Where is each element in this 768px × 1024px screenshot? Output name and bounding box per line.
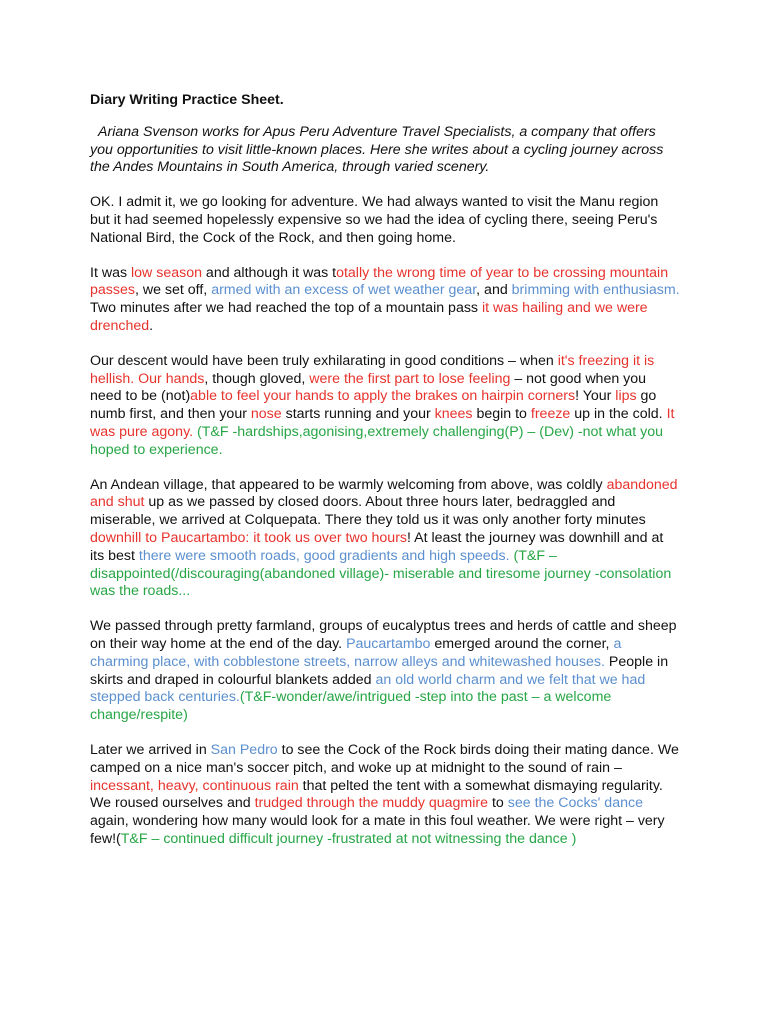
text-segment: It was [90,264,131,281]
red-highlight-segment: able to feel your hands to apply the brakes on hairpin corners [190,388,576,405]
text-segment: An Andean village, that appeared to be warmly welcoming from above, was coldly [90,476,607,493]
green-highlight-segment: T&F – continued difficult journey -frustrated at not witnessing the dance ) [120,830,577,847]
blue-highlight-segment: a charming place, with cobblestone streets, narrow alleys and whitewashed houses. [90,635,622,670]
document-page [90,92,680,866]
text-segment: to see the Cock of the Rock birds doing their mating dance. We camped on a nice man's soccer pitch, and woke up at midnight to the sound of rain – [90,741,679,776]
diary-paragraph [90,353,680,460]
text-segment: Two minutes after we had reached the top of a mountain pass [90,300,482,317]
red-highlight-segment: otally the wrong time of year to be crossing mountain passes [90,264,669,299]
red-highlight-segment: it was hailing and we were drenched [90,300,648,334]
red-highlight-segment: it's freezing it is hellish. Our hands [90,352,655,387]
diary-paragraph [90,265,680,336]
text-segment: up as we passed by closed doors. About three hours later, bedraggled and miserable, we arrived at Colquepata. There they told us it was only another forty minutes [90,494,646,529]
text-segment: emerged around the corner, [430,635,614,652]
red-highlight-segment: nose [250,406,282,423]
red-highlight-segment: It was pure agony. [90,406,675,440]
intro-paragraph: Ariana Svenson works for Apus Peru Adventure Travel Specialists, a company that offers you opportunities to visit little-known places. Here she writes about a cycling journey across the Andes Mountains in South America, through varied scenery. [90,123,664,176]
text-segment: ! Your [575,388,616,405]
text-segment: . [149,317,154,334]
text-segment: , though gloved, [204,370,310,387]
blue-highlight-segment: armed with an excess of wet weather gear [211,282,477,299]
green-highlight-segment: (T&F – disappointed(/discouraging(abandoned village)- miserable and tiresome journey -consolation was the roads... [90,547,672,600]
text-segment: begin to [472,406,531,423]
blue-highlight-segment: brimming with enthusiasm. [511,282,680,299]
text-segment: Our descent would have been truly exhilarating in good conditions – when [90,352,558,369]
diary-paragraph [90,618,680,725]
text-segment: , and [476,282,512,299]
document-title: Diary Writing Practice Sheet. [90,92,284,108]
diary-paragraph [90,194,680,247]
blue-highlight-segment: San Pedro [210,741,278,758]
text-segment: Later we arrived in [90,741,211,758]
red-highlight-segment: incessant, heavy, continuous rain [90,777,299,794]
diary-paragraph [90,477,680,602]
red-highlight-segment: lips [615,388,637,405]
diary-body [90,194,680,849]
red-highlight-segment: were the first part to lose feeling [309,370,511,387]
red-highlight-segment: freeze [530,406,571,423]
blue-highlight-segment: see the Cocks' dance [507,795,643,812]
red-highlight-segment: knees [434,406,473,423]
text-segment: – not good when you need to be (not) [90,370,647,405]
green-highlight-segment: (T&F-wonder/awe/intrigued -step into the past – a welcome change/respite) [90,689,612,724]
text-segment: go numb first, and then your [90,388,657,423]
text-segment: ! At least the journey was downhill and at its best [90,529,664,564]
text-segment: , we set off, [134,282,212,299]
text-segment: again, wondering how many would look for a mate in this foul weather. We were right – very few!( [90,813,665,847]
red-highlight-segment: trudged through the muddy quagmire [254,795,489,812]
blue-highlight-segment: an old world charm and we felt that we had stepped back centuries. [90,671,646,706]
text-segment: that pelted the tent with a somewhat dismaying regularity. We roused ourselves and [90,777,663,812]
diary-paragraph [90,742,680,849]
blue-highlight-segment: there were smooth roads, good gradients and high speeds. [138,547,510,564]
red-highlight-segment: abandoned and shut [90,476,678,511]
blue-highlight-segment: Paucartambo [346,635,431,652]
text-segment: up in the cold. [570,406,667,423]
text-segment: People in skirts and draped in colourful blankets added [90,653,669,688]
text-segment: starts running and your [281,406,435,423]
green-highlight-segment: (T&F -hardships,agonising,extremely challenging(P) – (Dev) -not what you hoped to experience. [90,423,664,458]
red-highlight-segment: low season [131,264,202,281]
red-highlight-segment: downhill to Paucartambo: it took us over two hours [90,529,408,546]
text-segment: to [488,795,508,812]
text-segment: We passed through pretty farmland, groups of eucalyptus trees and herds of cattle and sheep on their way home at the end of the day. [90,618,677,652]
text-segment: OK. I admit it, we go looking for adventure. We had always wanted to visit the Manu region but it had seemed hopelessly expensive so we had the idea of cycling there, seeing Peru's National Bird, the Cock of the Rock, and then going home. [90,194,659,246]
text-segment: and although it was t [201,264,337,281]
